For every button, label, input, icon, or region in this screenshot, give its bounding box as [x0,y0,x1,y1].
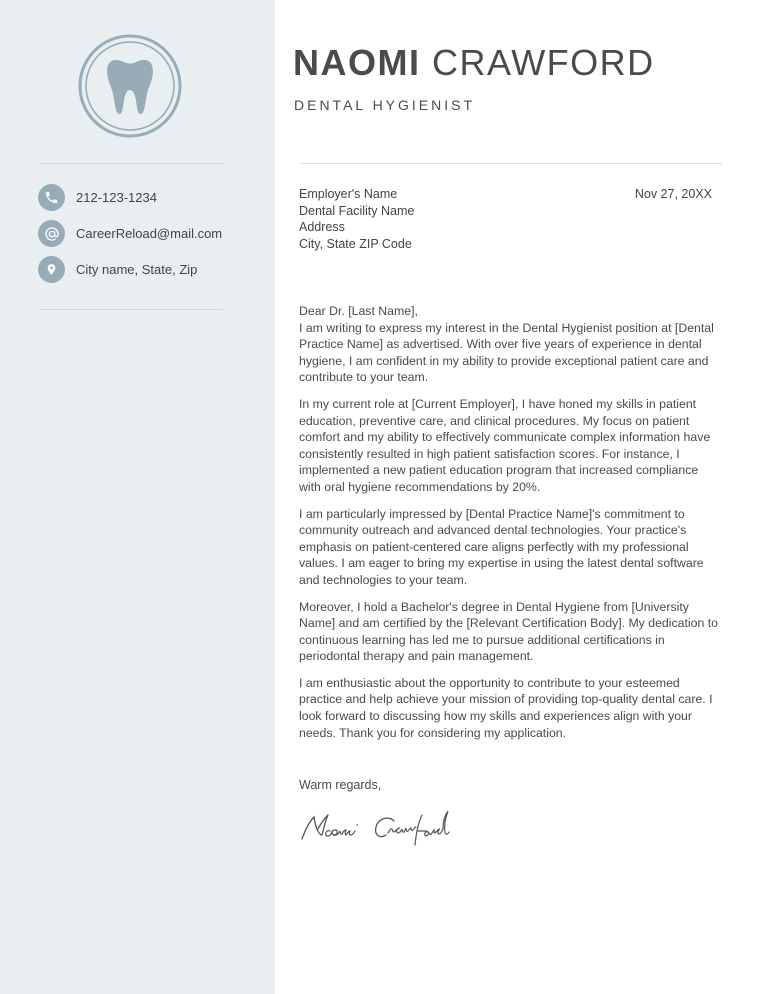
sidebar-divider-bottom [40,309,223,310]
recipient-line: Employer's Name [299,187,398,201]
letter-date: Nov 27, 20XX [634,187,712,201]
tooth-icon [78,34,182,138]
recipient-line: Dental Facility Name [299,203,415,218]
phone-icon [38,184,65,211]
salutation: Dear Dr. [Last Name], [299,304,418,318]
recipient-line: Address [299,220,345,235]
applicant-name [293,42,655,84]
contact-phone-text: 212-123-1234 [76,190,157,205]
letter-paragraph: In my current role at [Current Employer], I have honed my skills in patient education, preventive care, and clinical procedures. My focus on patient comfort and my ability to effectively communicate complex information have consistently resulted in high patient satisfaction scores. For instance, I implemented a new patient education program that increased compliance with oral hygiene recommendations by 20%. [299,396,711,494]
letter-paragraph: I am particularly impressed by [Dental Practice Name]'s commitment to community outreach and advanced dental technologies. Your practice's emphasis on patient-centered care aligns perfectly with my professional values. I am eager to bring my expertise in using the latest dental software and technologies to your team. [299,506,704,587]
recipient-line: City, State ZIP Code [299,236,412,251]
sidebar-divider-top [40,163,223,164]
header-divider [300,163,722,164]
at-icon [38,220,65,247]
letter-body [299,303,719,751]
signature [298,805,488,851]
letter-paragraph: I am writing to express my interest in the Dental Hygienist position at [Dental Practice Name] as advertised. With over five years of experience in dental hygiene, I am confident in my ability to provide exceptional patient care and contribute to your team. [299,320,714,385]
contact-location [38,256,197,283]
first-name: NAOMI [293,42,421,83]
job-title: DENTAL HYGIENIST [294,97,476,113]
contact-location-text: City name, State, Zip [76,262,198,277]
recipient-address [299,186,414,252]
closing: Warm regards, [299,778,382,792]
location-pin-icon [38,256,65,283]
sidebar [0,0,275,994]
last-name: CRAWFORD [432,42,655,83]
letter-paragraph: I am enthusiastic about the opportunity to contribute to your esteemed practice and help achieve your mission of providing top-quality dental care. I look forward to discussing how my skills and experiences align with your needs. Thank you for considering my application. [299,675,713,740]
letter-paragraph: Moreover, I hold a Bachelor's degree in Dental Hygiene from [University Name] and am certified by the [Relevant Certification Body]. My dedication to continuous learning has led me to pursue additional certifications in periodontal therapy and pain management. [299,599,718,664]
contact-email-text: CareerReload@mail.com [76,226,223,241]
contact-email [38,220,222,247]
contact-phone [38,184,157,211]
